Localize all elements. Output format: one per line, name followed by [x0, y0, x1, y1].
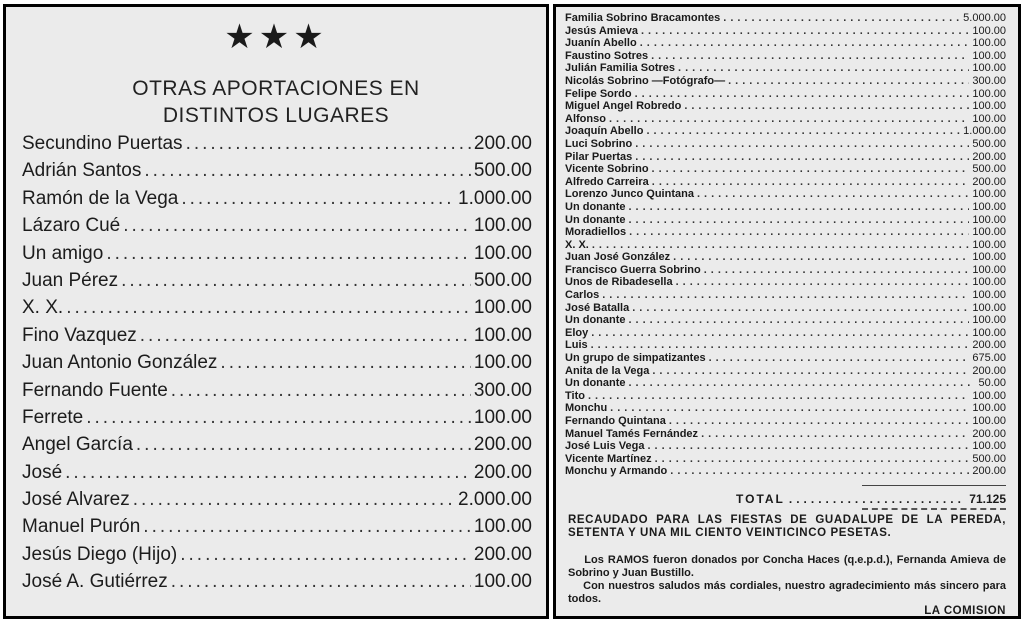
donor-name: Vicente Martínez [565, 452, 652, 465]
donation-amount: 100.00 [473, 352, 532, 374]
donor-name: Francisco Guerra Sobrino [565, 263, 701, 276]
leader-dots [629, 314, 970, 327]
leader-dots [678, 62, 969, 75]
donation-amount: 200.00 [972, 175, 1006, 188]
donor-row [565, 201, 1006, 214]
donation-amount: 100.00 [972, 200, 1006, 213]
donation-amount: 100.00 [972, 100, 1006, 113]
donor-name: José Alvarez [22, 489, 130, 511]
donor-row [22, 516, 532, 543]
donor-row [565, 415, 1006, 428]
leader-dots [641, 25, 969, 38]
donor-name: X. X. [22, 297, 64, 319]
leader-dots [789, 492, 965, 506]
leader-dots [629, 377, 976, 390]
donation-amount: 100.00 [972, 415, 1006, 427]
donor-name: José Batalla [565, 301, 630, 314]
donor-name: Nicolás Sobrino —Fotógrafo— [565, 74, 726, 87]
donor-row [565, 188, 1006, 201]
donation-amount: 500.00 [473, 269, 532, 291]
donation-amount: 100.00 [972, 188, 1006, 201]
donation-amount: 100.00 [972, 276, 1006, 289]
donor-row [565, 25, 1006, 38]
donor-row [22, 325, 532, 352]
total-amount: 71.125 [969, 492, 1006, 506]
donor-row [565, 163, 1006, 176]
leader-dots [86, 407, 471, 429]
donor-row [22, 380, 532, 407]
donor-name: Miguel Angel Robredo [565, 100, 682, 113]
donor-row [565, 365, 1006, 378]
donation-amount: 100.00 [972, 49, 1006, 62]
donor-name: José [22, 461, 63, 483]
donor-row [565, 276, 1006, 289]
signature: LA COMISION [924, 605, 1006, 617]
donor-row [565, 352, 1006, 365]
donor-row [565, 314, 1006, 327]
leader-dots [65, 462, 471, 484]
donor-name: Luci Sobrino [565, 137, 633, 150]
donor-name: Jesús Amieva [565, 24, 638, 37]
leader-dots [684, 100, 969, 113]
donor-row [565, 113, 1006, 126]
donation-amount: 200.00 [473, 543, 532, 565]
leader-dots [181, 188, 455, 210]
leader-dots [655, 453, 970, 466]
donor-row [22, 571, 532, 598]
donor-name: Un grupo de simpatizantes [565, 352, 706, 365]
donor-name: Ramón de la Vega [22, 187, 179, 209]
donation-amount: 100.00 [972, 24, 1006, 37]
donor-row [565, 264, 1006, 277]
leader-dots [728, 75, 969, 88]
donation-amount: 1.000.00 [963, 125, 1006, 138]
donation-amount: 200.00 [972, 427, 1006, 440]
donation-amount: 200.00 [473, 133, 532, 154]
leader-dots [701, 428, 969, 441]
leader-dots [592, 239, 970, 252]
donation-amount: 100.00 [473, 516, 532, 538]
donor-row [565, 453, 1006, 466]
leader-dots [171, 571, 471, 593]
donation-amount: 100.00 [473, 215, 532, 237]
donor-name: Faustino Sotres [565, 49, 649, 62]
donation-amount: 500.00 [473, 160, 532, 182]
donation-amount: 100.00 [972, 37, 1006, 50]
donation-amount: 100.00 [972, 62, 1006, 75]
donation-amount: 100.00 [972, 389, 1006, 402]
leader-dots [652, 365, 969, 378]
leader-dots [647, 440, 969, 453]
donor-row [22, 407, 532, 434]
leader-dots [652, 176, 970, 189]
donor-row [22, 489, 532, 516]
donor-row [565, 339, 1006, 352]
donor-name: Un donante [565, 213, 626, 226]
leader-dots [106, 243, 471, 265]
donor-row [565, 465, 1006, 478]
donor-name: Ferrete [22, 406, 84, 428]
leader-dots [635, 138, 969, 151]
donor-name: Monchu y Armando [565, 465, 668, 478]
donor-name: Juan José González [565, 251, 671, 264]
donor-row [22, 544, 532, 571]
donation-amount: 100.00 [972, 226, 1006, 239]
donation-amount: 100.00 [972, 326, 1006, 339]
saludos-text: Con nuestros saludos más cordiales, nuestro agradecimiento más sincero para todos. [568, 580, 1006, 605]
donor-name: Adrián Santos [22, 160, 142, 182]
donor-name: Julián Familia Sotres [565, 62, 676, 75]
leader-dots [220, 352, 470, 374]
donor-name: Juan Pérez [22, 269, 119, 291]
leader-dots [140, 325, 471, 347]
donor-row [565, 138, 1006, 151]
donor-name: Lorenzo Junco Quintana [565, 188, 694, 201]
section-heading [6, 75, 546, 129]
leader-dots [610, 402, 969, 415]
leader-dots [133, 489, 455, 511]
donation-amount: 2.000.00 [458, 489, 532, 511]
donor-name: Juan Antonio González [22, 352, 218, 374]
leader-dots [651, 50, 969, 63]
donor-row [565, 302, 1006, 315]
donor-name: Un donante [565, 200, 626, 213]
recaudado-text: RECAUDADO PARA LAS FIESTAS DE GUADALUPE DE LA PEREDA, SETENTA Y UNA MIL CIENTO VEINTICINCO PESETAS. [568, 514, 1006, 539]
donor-row [565, 62, 1006, 75]
donation-amount: 500.00 [972, 137, 1006, 150]
donor-name: Unos de Ribadesella [565, 276, 673, 289]
heading-line-2: DISTINTOS LUGARES [162, 104, 390, 127]
donor-row [565, 12, 1006, 25]
donation-amount: 100.00 [972, 301, 1006, 314]
donor-name: Un donante [565, 314, 626, 327]
donor-row [22, 188, 532, 215]
leader-dots [629, 226, 969, 239]
leader-dots [697, 188, 969, 201]
total-rule [862, 485, 1006, 486]
leader-dots [123, 215, 471, 237]
donation-amount: 200.00 [972, 150, 1006, 163]
leader-dots [609, 113, 969, 126]
donor-row [565, 239, 1006, 252]
donation-amount: 100.00 [972, 251, 1006, 264]
leader-dots [632, 302, 969, 315]
donor-name: Luis [565, 339, 588, 352]
donation-amount: 1.000.00 [458, 187, 532, 209]
donation-amount: 5.000.00 [963, 12, 1006, 24]
donor-row [565, 402, 1006, 415]
leader-dots [591, 339, 970, 352]
donor-row [565, 251, 1006, 264]
donor-name: Carlos [565, 289, 600, 302]
ramos-paragraph [568, 554, 1006, 579]
donor-row [22, 462, 532, 489]
leader-dots [136, 434, 471, 456]
donation-amount: 100.00 [473, 324, 532, 346]
donor-name: Un amigo [22, 242, 104, 264]
donor-row [565, 226, 1006, 239]
donation-amount: 200.00 [473, 434, 532, 456]
donation-amount: 100.00 [473, 406, 532, 428]
leader-dots [635, 88, 970, 101]
donor-list-left [22, 133, 532, 599]
donation-amount: 100.00 [972, 263, 1006, 276]
donation-amount: 100.00 [972, 213, 1006, 226]
donor-row [22, 270, 532, 297]
donor-name: Fernando Quintana [565, 415, 666, 427]
donor-row [22, 434, 532, 461]
leader-dots [591, 327, 969, 340]
donor-name: Felipe Sordo [565, 87, 632, 100]
double-rule [862, 508, 1006, 510]
donation-amount: 100.00 [972, 289, 1006, 302]
donor-name: José Luis Vega [565, 440, 645, 453]
donor-name: X. X. [565, 238, 589, 251]
donor-name: Secundino Puertas [22, 133, 183, 154]
leader-dots [144, 160, 471, 182]
donation-amount: 200.00 [972, 465, 1006, 478]
donor-name: Alfredo Carreira [565, 175, 649, 188]
donation-amount: 300.00 [972, 74, 1006, 87]
donation-amount: 100.00 [972, 112, 1006, 125]
leader-dots [673, 251, 969, 264]
donor-name: Anita de la Vega [565, 364, 650, 377]
leader-dots [640, 37, 970, 50]
donation-amount: 500.00 [972, 163, 1006, 176]
leader-dots [66, 297, 471, 319]
leader-dots [143, 516, 471, 538]
donation-amount: 300.00 [473, 379, 532, 401]
leader-dots [180, 544, 471, 566]
donor-row [22, 133, 532, 160]
donor-name: Tito [565, 389, 585, 402]
donor-row [565, 428, 1006, 441]
donor-name: Un donante [565, 377, 626, 390]
leader-dots [670, 465, 969, 478]
total-row [736, 492, 1006, 506]
donor-name: Fernando Fuente [22, 379, 168, 401]
donor-row [565, 100, 1006, 113]
leader-dots [652, 163, 970, 176]
donation-amount: 675.00 [972, 352, 1006, 365]
donor-name: José A. Gutiérrez [22, 571, 168, 593]
donation-amount: 200.00 [972, 364, 1006, 377]
donor-row [565, 37, 1006, 50]
donor-name: Vicente Sobrino [565, 163, 649, 176]
leader-dots [704, 264, 970, 277]
donor-name: Joaquín Abello [565, 125, 644, 138]
donor-row [22, 160, 532, 187]
donor-row [565, 151, 1006, 164]
donation-amount: 100.00 [972, 402, 1006, 415]
leader-dots [635, 151, 969, 164]
donor-name: Manuel Purón [22, 516, 141, 538]
leader-dots [602, 289, 969, 302]
donor-name: Jesús Diego (Hijo) [22, 543, 178, 565]
donor-row [22, 297, 532, 324]
leader-dots [676, 276, 970, 289]
donor-row [565, 125, 1006, 138]
donor-row [565, 289, 1006, 302]
donor-row [565, 88, 1006, 101]
leader-dots [709, 352, 970, 365]
left-panel [3, 4, 549, 619]
leader-dots [588, 390, 969, 403]
donation-amount: 100.00 [473, 242, 532, 264]
donor-row [565, 50, 1006, 63]
donation-amount: 200.00 [473, 461, 532, 483]
donation-amount: 100.00 [473, 297, 532, 319]
donor-name: Alfonso [565, 112, 606, 125]
donor-name: Moradiellos [565, 226, 627, 239]
donor-row [565, 75, 1006, 88]
donation-amount: 100.00 [972, 87, 1006, 100]
donation-amount: 50.00 [978, 377, 1006, 390]
donor-row [22, 215, 532, 242]
donation-amount: 100.00 [972, 314, 1006, 327]
donor-name: Manuel Tamés Fernández [565, 427, 699, 440]
donor-row [565, 176, 1006, 189]
total-label: TOTAL [736, 492, 785, 506]
donor-row [565, 377, 1006, 390]
leader-dots [186, 133, 471, 155]
donor-name: Eloy [565, 326, 589, 339]
donor-name: Juanín Abello [565, 37, 637, 50]
donor-name: Lázaro Cué [22, 215, 121, 237]
donor-name: Familia Sobrino Bracamontes [565, 12, 721, 24]
donor-row [565, 214, 1006, 227]
donation-amount: 100.00 [473, 571, 532, 593]
leader-dots [121, 270, 471, 292]
ramos-text: Los RAMOS fueron donados por Concha Haces (q.e.p.d.), Fernanda Amieva de Sobrino y Juan Bustillo. [568, 554, 1006, 579]
donation-amount: 100.00 [972, 440, 1006, 453]
leader-dots [629, 214, 970, 227]
donation-amount: 500.00 [972, 452, 1006, 465]
donor-name: Fino Vazquez [22, 324, 137, 346]
right-panel [553, 4, 1021, 619]
stars-ornament: ★★★ [224, 18, 328, 56]
donation-amount: 200.00 [972, 339, 1006, 352]
donor-name: Pilar Puertas [565, 150, 633, 163]
leader-dots [646, 125, 960, 138]
leader-dots [171, 380, 471, 402]
donor-name: Monchu [565, 402, 608, 415]
heading-line-1: OTRAS APORTACIONES EN [132, 77, 420, 100]
saludos-paragraph [568, 580, 1006, 605]
donor-row [22, 352, 532, 379]
leader-dots [669, 415, 970, 428]
donation-amount: 100.00 [972, 238, 1006, 251]
donor-row [22, 243, 532, 270]
leader-dots [629, 201, 970, 214]
leader-dots [723, 12, 960, 25]
donor-row [565, 327, 1006, 340]
donor-name: Angel García [22, 434, 133, 456]
donor-row [565, 440, 1006, 453]
donor-list-right [565, 12, 1006, 478]
donor-row [565, 390, 1006, 403]
